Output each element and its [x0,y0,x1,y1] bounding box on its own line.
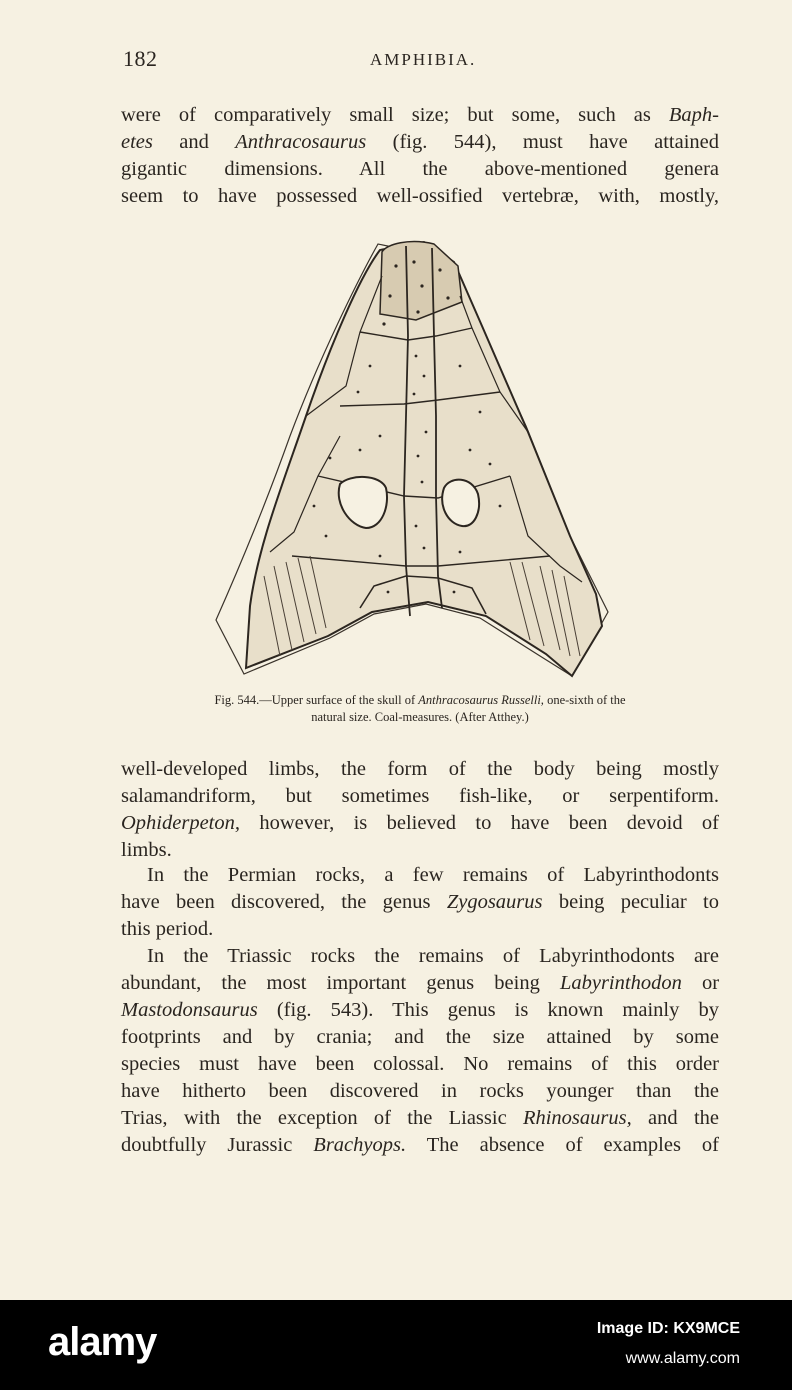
text-line: footprints and by crania; and the size attained by some [121,1026,719,1048]
image-id: Image ID: KX9MCE [596,1320,740,1337]
text-line: etes and Anthracosaurus (fig. 544), must have attained [121,131,720,153]
text-line: limbs. [121,839,172,861]
text-line: In the Triassic rocks the remains of Labyrinthodonts are [147,945,719,967]
text-line: species must have been colossal. No remains of this order [121,1053,719,1075]
text-line: have been discovered, the genus Zygosaurus being peculiar to [121,891,719,913]
text-line: Mastodonsaurus (fig. 543). This genus is known mainly by [121,999,719,1021]
paragraph-limbs [121,756,719,864]
text-line: seem to have possessed well-ossified vertebræ, with, mostly, [121,185,719,207]
caption-line: Fig. 544.—Upper surface of the skull of Anthracosaurus Russelli, one-sixth of the [214,693,626,707]
text-line: Trias, with the exception of the Liassic Rhinosaurus, and the [121,1107,719,1129]
running-title: AMPHIBIA. [370,50,477,69]
page-number: 182 [123,46,158,71]
alamy-logo: alamy [48,1320,157,1364]
text-line: this period. [121,918,214,940]
text-line: were of comparatively small size; but some, such as Baph- [121,104,720,126]
text-line: salamandriform, but sometimes fish-like, or serpentiform. [121,785,719,807]
text-line: Ophiderpeton, however, is believed to have been devoid of [121,812,719,834]
text-line: have hitherto been discovered in rocks younger than the [121,1080,719,1102]
text-line: doubtfully Jurassic Brachyops. The absence of examples of [121,1134,719,1156]
text-line: In the Permian rocks, a few remains of Labyrinthodonts [147,864,719,886]
skull-illustration [210,236,610,682]
running-head [0,46,792,76]
figure-caption [140,692,700,726]
skull-engraving [210,236,610,682]
stock-footer [0,1300,792,1390]
caption-line: natural size. Coal-measures. (After Atthey.) [311,710,529,724]
paragraph-triassic [121,943,719,1159]
paragraph-continued [121,102,719,210]
text-line: gigantic dimensions. All the above-mentioned genera [121,158,719,180]
text-line: well-developed limbs, the form of the body being mostly [121,758,719,780]
paragraph-permian [121,862,719,943]
text-line: abundant, the most important genus being Labyrinthodon or [121,972,720,994]
stock-url: www.alamy.com [625,1350,740,1367]
